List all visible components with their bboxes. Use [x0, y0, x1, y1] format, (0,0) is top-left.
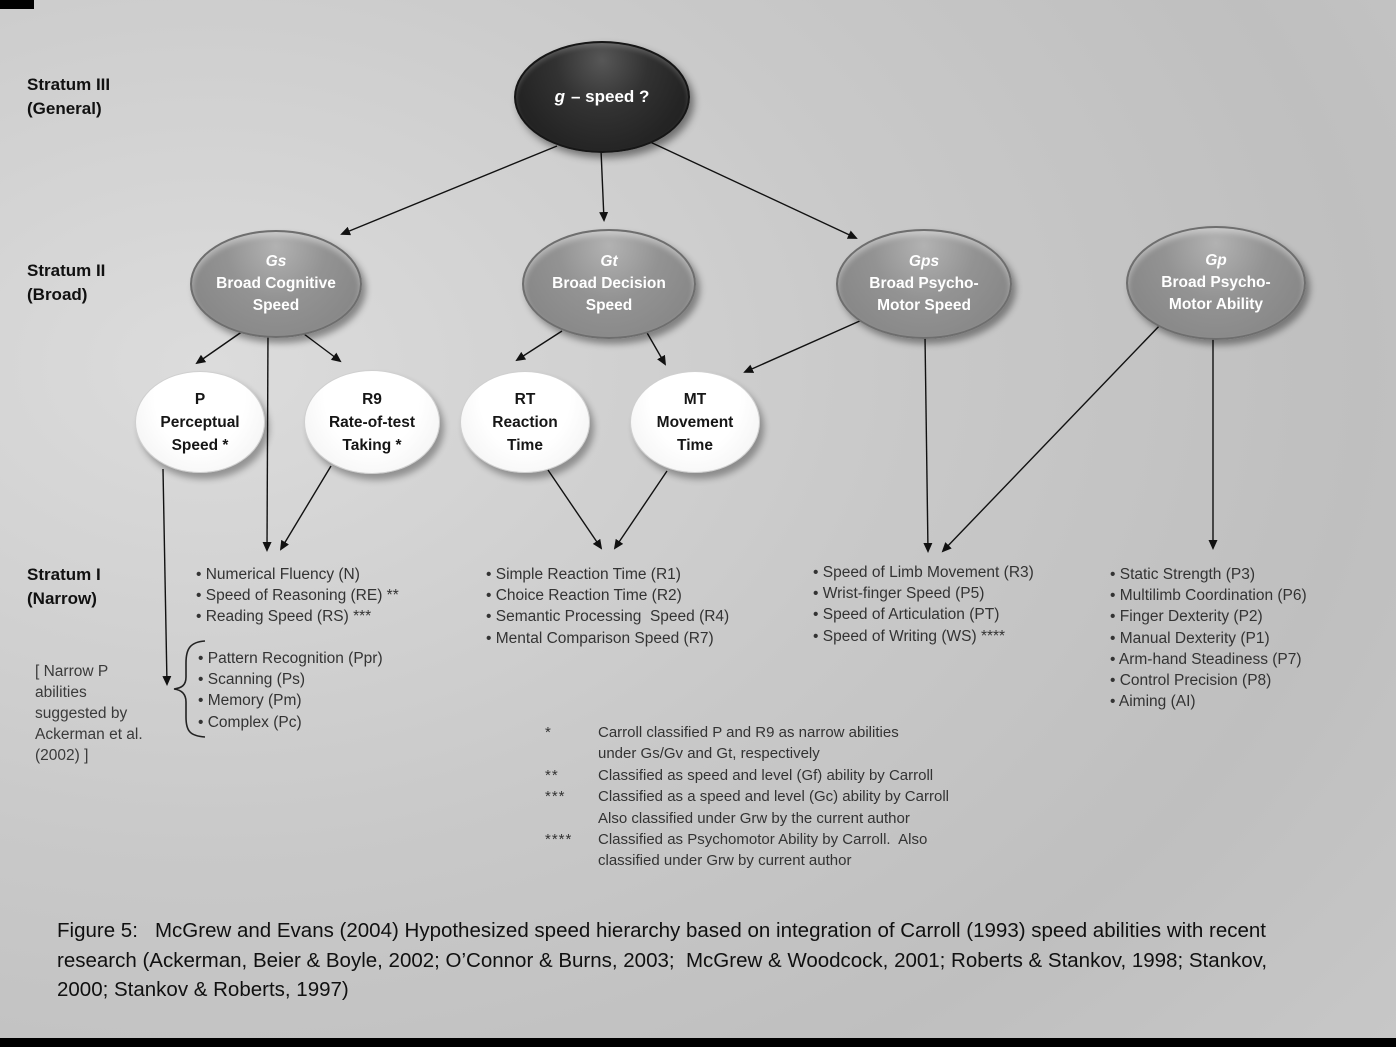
list-item: • Control Precision (P8)	[1110, 670, 1307, 691]
node-gs	[190, 230, 362, 338]
list-item: • Static Strength (P3)	[1110, 564, 1307, 585]
node-name: Broad Psycho-Motor Speed	[869, 275, 979, 314]
footnote-marker	[545, 850, 598, 871]
node-name: Broad Psycho-Motor Ability	[1161, 274, 1271, 313]
stratum-label-line: Stratum II	[27, 261, 106, 280]
stratum-label-line: Stratum III	[27, 75, 111, 94]
gp-narrow-abilities-list	[1110, 564, 1307, 712]
list-item: • Simple Reaction Time (R1)	[486, 564, 729, 585]
node-name: Broad Cognitive Speed	[216, 275, 341, 314]
list-item: • Choice Reaction Time (R2)	[486, 585, 729, 606]
node-name: – speed ?	[570, 87, 650, 106]
node-code: Gp	[1205, 252, 1227, 269]
figure-caption: Figure 5: McGrew and Evans (2004) Hypothesized speed hierarchy based on integration of Carroll (1993) speed abilities with recent research (Ackerman, Beier & Boyle, 2002; O’Connor & Burns, 2003; McGrew & Woodcock, 2001; Roberts & Stankov, 1998; Stankov, 2000; Stankov & Roberts, 1997)	[57, 919, 1273, 1001]
top-left-frame-bar	[0, 0, 34, 9]
footnote-text: Also classified under Grw by the current author	[598, 809, 910, 827]
list-item: • Finger Dexterity (P2)	[1110, 606, 1307, 627]
node-gp	[1126, 226, 1306, 340]
footnote-marker	[545, 743, 598, 764]
footnote-row	[545, 808, 949, 829]
note-line: abilities	[35, 684, 87, 701]
list-item: • Reading Speed (RS) ***	[196, 606, 399, 627]
footnote-row	[545, 765, 949, 786]
note-line: [ Narrow P	[35, 663, 109, 680]
node-gps	[836, 229, 1012, 339]
node-p	[135, 371, 265, 473]
stratum-scope-line: (Broad)	[27, 285, 88, 304]
list-item: • Speed of Articulation (PT)	[813, 604, 1034, 625]
list-item: • Complex (Pc)	[198, 712, 383, 733]
node-name: Broad Decision Speed	[552, 275, 671, 314]
node-gt	[522, 229, 696, 339]
list-item: • Speed of Writing (WS) ****	[813, 626, 1034, 647]
node-g-speed	[514, 41, 690, 153]
node-code: g	[554, 87, 565, 106]
footnote-marker: ****	[545, 831, 573, 849]
footnote-marker: *	[545, 724, 552, 741]
list-item: • Scanning (Ps)	[198, 669, 383, 690]
stratum-scope-line: (Narrow)	[27, 589, 97, 608]
node-mt	[630, 371, 760, 473]
node-r9	[304, 370, 440, 474]
node-code: Gt	[600, 253, 618, 270]
note-line: suggested by	[35, 705, 128, 722]
p-narrow-abilities-list	[198, 648, 383, 733]
list-item: • Speed of Limb Movement (R3)	[813, 562, 1034, 583]
list-item: • Manual Dexterity (P1)	[1110, 628, 1307, 649]
node-code: Gs	[265, 253, 287, 270]
footnote-text: under Gs/Gv and Gt, respectively	[598, 745, 820, 763]
node-code: R9	[362, 390, 382, 408]
list-item: • Multilimb Coordination (P6)	[1110, 585, 1307, 606]
footnote-row	[545, 743, 949, 764]
stratum-2-label	[27, 259, 105, 307]
list-item: • Memory (Pm)	[198, 690, 383, 711]
node-name: Perceptual Speed *	[160, 413, 244, 454]
footnote-row	[545, 829, 949, 850]
node-code: MT	[683, 390, 707, 408]
stratum-3-label	[27, 73, 110, 121]
list-item: • Aiming (AI)	[1110, 691, 1307, 712]
node-code: Gps	[908, 253, 940, 270]
footnote-row	[545, 850, 949, 871]
node-name: Reaction Time	[492, 413, 563, 454]
node-code: P	[194, 390, 206, 408]
footnote-row	[545, 722, 949, 743]
list-item: • Wrist-finger Speed (P5)	[813, 583, 1034, 604]
footnote-text: classified under Grw by current author	[598, 852, 852, 870]
node-rt	[460, 371, 590, 473]
node-label	[555, 87, 650, 107]
list-item: • Arm-hand Steadiness (P7)	[1110, 649, 1307, 670]
node-name: Rate-of-test Taking *	[328, 413, 420, 454]
note-line: (2002) ]	[35, 747, 89, 764]
stratum-1-label	[27, 563, 101, 611]
footnote-row	[545, 786, 949, 807]
list-item: • Speed of Reasoning (RE) **	[196, 585, 399, 606]
footnote-marker: **	[545, 766, 559, 784]
footnote-text: Carroll classified P and R9 as narrow abilities	[598, 724, 899, 741]
footnote-marker: ***	[545, 788, 566, 806]
list-item: • Mental Comparison Speed (R7)	[486, 628, 729, 649]
gps-narrow-abilities-list	[813, 562, 1034, 647]
list-item: • Semantic Processing Speed (R4)	[486, 606, 729, 627]
narrow-p-note	[35, 661, 143, 766]
gs-narrow-abilities-list	[196, 564, 399, 628]
footnote-marker	[545, 808, 598, 829]
bottom-frame-bar	[0, 1038, 1396, 1047]
node-code: RT	[514, 390, 536, 408]
footnote-text: Classified as speed and level (Gf) ability by Carroll	[598, 766, 934, 784]
stratum-label-line: Stratum I	[27, 565, 101, 584]
node-name: Movement Time	[656, 413, 738, 454]
stratum-scope-line: (General)	[27, 99, 102, 118]
gt-narrow-abilities-list	[486, 564, 729, 649]
note-line: Ackerman et al.	[35, 726, 143, 743]
footnotes-block	[545, 722, 949, 872]
list-item: • Numerical Fluency (N)	[196, 564, 399, 585]
footnote-text: Classified as a speed and level (Gc) ability by Carroll	[598, 788, 949, 806]
footnote-text: Classified as Psychomotor Ability by Carroll. Also	[598, 831, 928, 849]
list-item: • Pattern Recognition (Ppr)	[198, 648, 383, 669]
